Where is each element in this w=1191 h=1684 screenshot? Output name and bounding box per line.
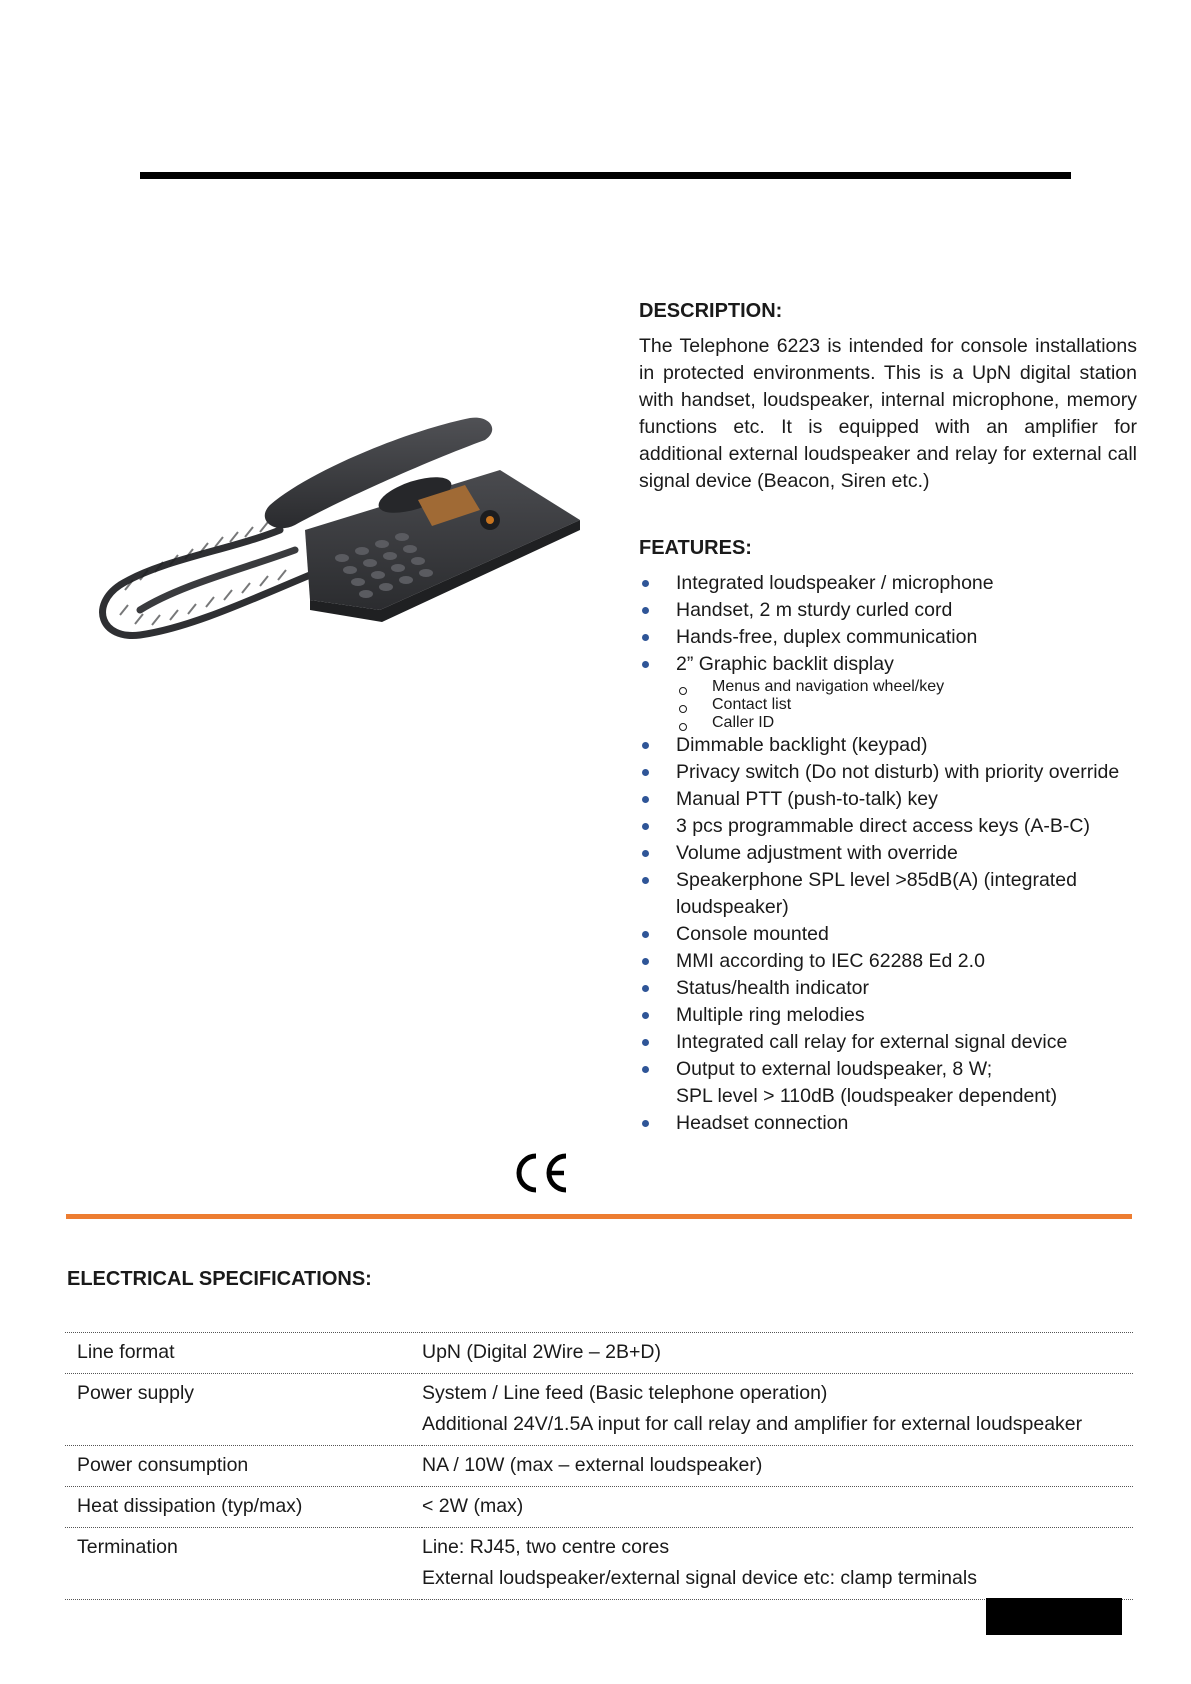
bullet-icon	[642, 958, 649, 965]
spec-label: Termination	[65, 1528, 422, 1600]
list-item: 2” Graphic backlit display	[639, 651, 1137, 678]
bullet-icon	[642, 742, 649, 749]
spec-value: UpN (Digital 2Wire – 2B+D)	[422, 1333, 1133, 1374]
description-heading: DESCRIPTION:	[639, 300, 783, 322]
table-row	[65, 1487, 1133, 1528]
bullet-icon	[642, 769, 649, 776]
bullet-icon	[642, 877, 649, 884]
list-item: Manual PTT (push-to-talk) key	[639, 786, 1137, 813]
list-item: Headset connection	[639, 1110, 1137, 1137]
bullet-icon	[642, 607, 649, 614]
bullet-icon	[642, 1120, 649, 1127]
list-item: Handset, 2 m sturdy curled cord	[639, 597, 1137, 624]
spec-value: System / Line feed (Basic telephone operation) Additional 24V/1.5A input for call relay and amplifier for external loudspeaker	[422, 1374, 1133, 1446]
list-item: Volume adjustment with override	[639, 840, 1137, 867]
table-row	[65, 1446, 1133, 1487]
bullet-icon	[642, 1039, 649, 1046]
orange-divider	[66, 1214, 1132, 1219]
bullet-icon	[642, 634, 649, 641]
list-item: Integrated loudspeaker / microphone	[639, 570, 1137, 597]
telephone-product-image	[80, 410, 620, 670]
ce-mark-icon	[510, 1150, 570, 1196]
list-item: Console mounted	[639, 921, 1137, 948]
bullet-icon	[642, 580, 649, 587]
list-item: Privacy switch (Do not disturb) with priority override	[639, 759, 1137, 786]
bullet-icon	[642, 661, 649, 668]
spec-label: Power consumption	[65, 1446, 422, 1487]
bullet-icon	[642, 1012, 649, 1019]
features-list-continued	[639, 732, 1137, 1137]
circle-bullet-icon	[679, 687, 687, 695]
list-item: Dimmable backlight (keypad)	[639, 732, 1137, 759]
bullet-icon	[642, 931, 649, 938]
bullet-icon	[642, 796, 649, 803]
spec-label: Heat dissipation (typ/max)	[65, 1487, 422, 1528]
circle-bullet-icon	[679, 723, 687, 731]
sub-list-item: Caller ID	[639, 714, 1137, 732]
circle-bullet-icon	[679, 705, 687, 713]
table-row	[65, 1374, 1133, 1446]
table-row	[65, 1333, 1133, 1374]
spec-label: Line format	[65, 1333, 422, 1374]
footer-block	[986, 1598, 1122, 1635]
list-item: 3 pcs programmable direct access keys (A-B-C)	[639, 813, 1137, 840]
bullet-icon	[642, 985, 649, 992]
bullet-icon	[642, 1066, 649, 1073]
bullet-icon	[642, 850, 649, 857]
list-item: MMI according to IEC 62288 Ed 2.0	[639, 948, 1137, 975]
list-item: Hands-free, duplex communication	[639, 624, 1137, 651]
list-item: Multiple ring melodies	[639, 1002, 1137, 1029]
table-row	[65, 1528, 1133, 1600]
electrical-specifications-table	[65, 1332, 1133, 1600]
list-item: Output to external loudspeaker, 8 W; SPL level > 110dB (loudspeaker dependent)	[639, 1056, 1137, 1110]
spec-value: Line: RJ45, two centre cores External loudspeaker/external signal device etc: clamp terminals	[422, 1528, 1133, 1600]
spec-value: NA / 10W (max – external loudspeaker)	[422, 1446, 1133, 1487]
list-item: Integrated call relay for external signal device	[639, 1029, 1137, 1056]
features-heading: FEATURES:	[639, 537, 752, 559]
right-column	[639, 300, 1137, 1137]
list-item: Status/health indicator	[639, 975, 1137, 1002]
sub-list-item: Menus and navigation wheel/key	[639, 678, 1137, 696]
sub-list-item: Contact list	[639, 696, 1137, 714]
bullet-icon	[642, 823, 649, 830]
description-text: The Telephone 6223 is intended for console installations in protected environments. This is a UpN digital station with handset, loudspeaker, internal microphone, memory functions etc. It is equipped with an amplifier for additional external loudspeaker and relay for external call signal device (Beacon, Siren etc.)	[639, 335, 1137, 492]
spec-value: < 2W (max)	[422, 1487, 1133, 1528]
display-sub-features	[639, 678, 1137, 732]
top-rule	[140, 172, 1071, 179]
electrical-specifications-heading: ELECTRICAL SPECIFICATIONS:	[67, 1268, 372, 1290]
spec-label: Power supply	[65, 1374, 422, 1446]
list-item: Speakerphone SPL level >85dB(A) (integrated loudspeaker)	[639, 867, 1137, 921]
features-list	[639, 570, 1137, 678]
